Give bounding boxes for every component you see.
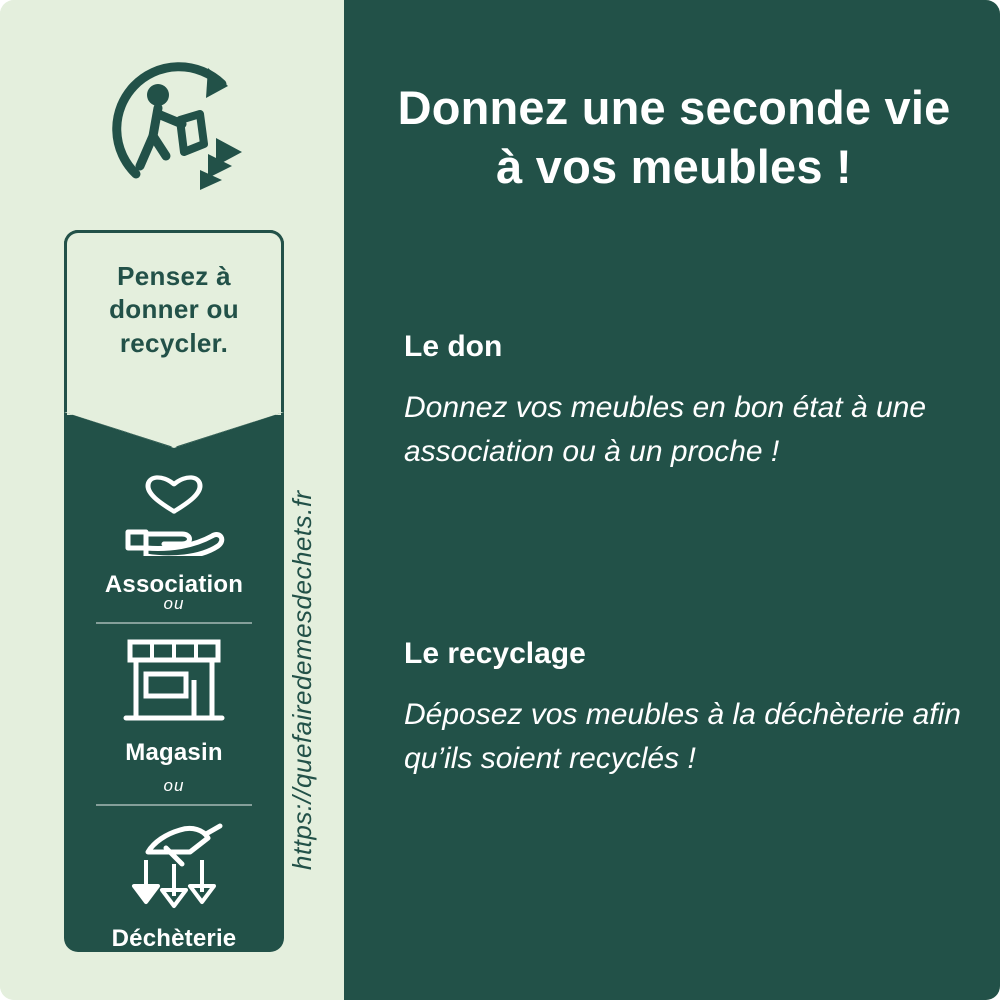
step-label-dechterie: Déchèterie xyxy=(111,925,237,952)
step-label-association: Association xyxy=(104,571,244,598)
divider-2 xyxy=(96,804,252,806)
page-title: Donnez une seconde vie à vos meubles ! xyxy=(397,81,951,194)
left-column xyxy=(0,0,344,1000)
ribbon-notch xyxy=(64,412,284,448)
right-panel xyxy=(344,0,1000,1000)
section-le-recyclage xyxy=(404,637,964,781)
recycling-logo-icon xyxy=(96,48,256,208)
separator-ou-2: ou xyxy=(163,776,185,795)
shop-icon xyxy=(64,636,284,729)
steps-ribbon xyxy=(64,230,284,952)
website-url[interactable]: https://quefairedemesdechets.fr xyxy=(287,490,317,870)
divider-1 xyxy=(96,622,252,624)
step-association xyxy=(64,470,284,599)
section-body-le-recyclage: Déposez vos meubles à la déchèterie afin qu’ils soient recyclés ! xyxy=(404,698,961,776)
step-label-magasin: Magasin xyxy=(125,739,223,766)
waste-collection-center-icon xyxy=(64,818,284,915)
section-title-le-don: Le don xyxy=(404,330,503,363)
hand-heart-icon xyxy=(64,470,284,561)
section-body-le-don: Donnez vos meubles en bon état à une association ou à un proche ! xyxy=(404,391,927,469)
ribbon-title: Pensez à donner ou recycler. xyxy=(109,261,239,358)
section-le-don xyxy=(404,330,964,474)
section-title-le-recyclage: Le recyclage xyxy=(404,637,586,670)
step-dechterie xyxy=(64,818,284,953)
step-magasin xyxy=(64,636,284,767)
separator-ou-1: ou xyxy=(163,594,185,613)
